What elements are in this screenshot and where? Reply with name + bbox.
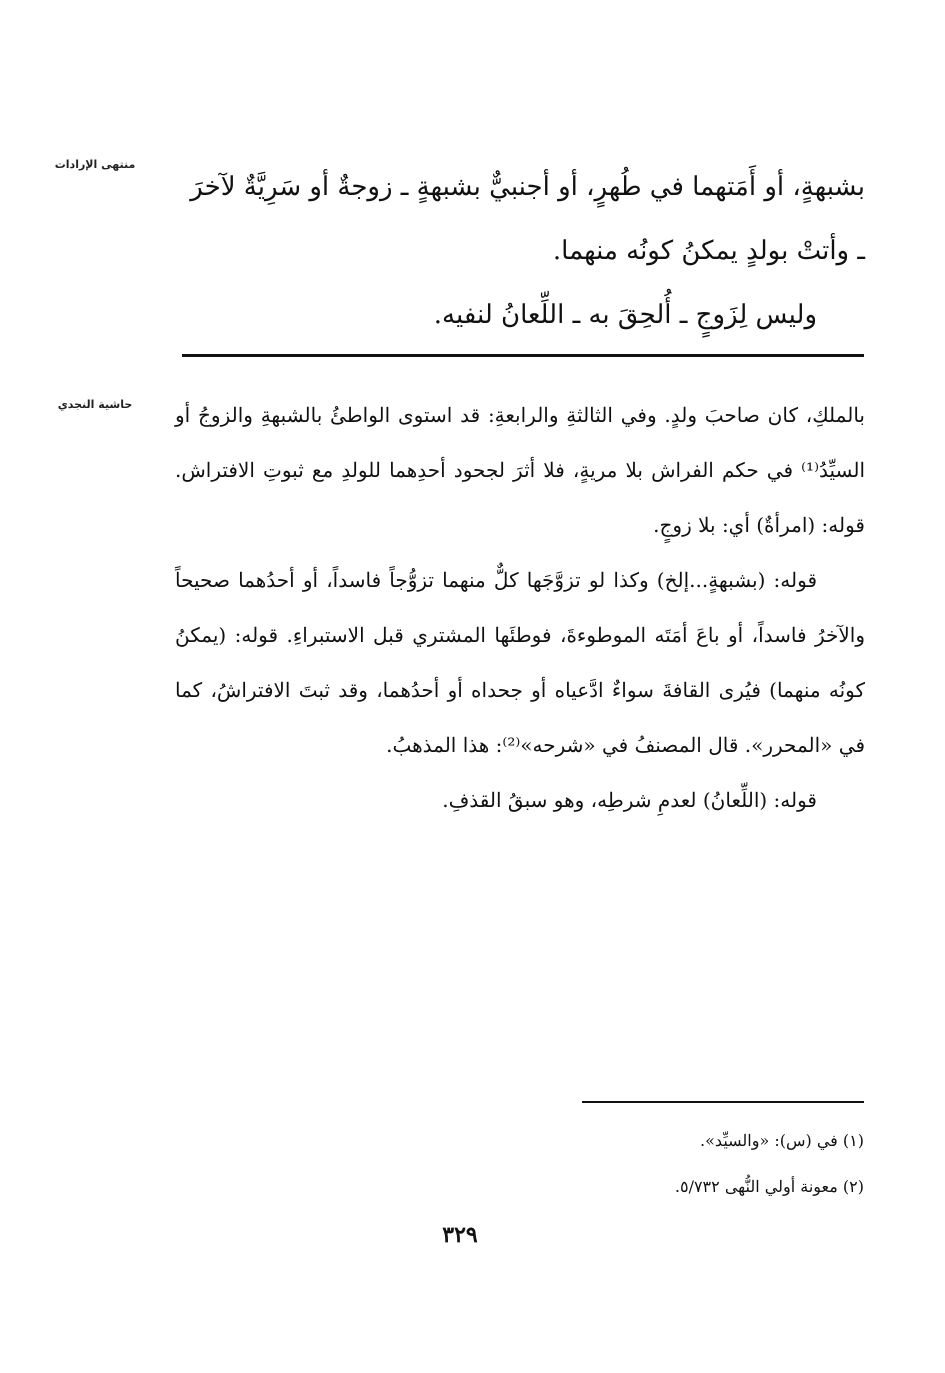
main-text-line: بشبهةٍ، أو أَمَتهما في طُهرٍ، أو أجنبيٌّ بشبهةٍ ـ زوجةٌ أو سَرِيَّةٌ لآخرَ xyxy=(190,172,865,202)
footnote: (٢) معونة أولي النُّهى ٥/٧٣٢. xyxy=(674,1177,864,1196)
main-text-separator xyxy=(182,354,864,357)
commentary-paragraph: قوله: (اللِّعانُ) لعدمِ شرطِه، وهو سبقُ القذفِ. xyxy=(442,788,817,812)
commentary-paragraph: قوله: (بشبهةٍ...إلخ) وكذا لو تزوَّجَها كلٌّ منهما تزوُّجاً فاسداً، أو أحدُهما صحيحاً والآخرُ فاسداً، أو باعَ أمَتَه الموطوءةَ، فوطئَها المشتري قبل الاستبراءِ. قوله: (يمكنُ كونُه منهما) فيُرى القافةَ سواءٌ ادَّعياه أو جحداه أو أحدُهما، وقد ثبتَ الافتراشُ، كما في «المحرر». قال المصنفُ في «شرحه»⁽²⁾: هذا المذهبُ. xyxy=(175,568,865,757)
commentary-block xyxy=(175,388,865,828)
commentary-source-label: حاشية النجدي xyxy=(57,398,133,411)
footnotes xyxy=(400,1118,864,1210)
page-number: ٣٢٩ xyxy=(442,1222,478,1248)
commentary-paragraph: بالملكِ، كان صاحبَ ولدٍ. وفي الثالثةِ والرابعةِ: قد استوى الواطئُ بالشبهةِ والزوجُ أو السيِّدُ⁽¹⁾ في حكم الفراش بلا مريةٍ، فلا أثرَ لجحود أحدِهما للولدِ مع ثبوتِ الافتراش. قوله: (امرأةٌ) أي: بلا زوجٍ. xyxy=(175,403,865,537)
main-text-block xyxy=(175,155,865,347)
main-text-line: وليس لِزَوجٍ ـ أُلحِقَ به ـ اللِّعانُ لنفيه. xyxy=(433,300,817,330)
footnote: (١) في (س): «والسيِّد». xyxy=(700,1131,864,1150)
footnote-separator xyxy=(582,1101,864,1103)
main-text-source-label: منتهى الإرادات xyxy=(54,158,136,171)
main-text-line: ـ وأتتْ بولدٍ يمكنُ كونُه منهما. xyxy=(552,236,865,266)
